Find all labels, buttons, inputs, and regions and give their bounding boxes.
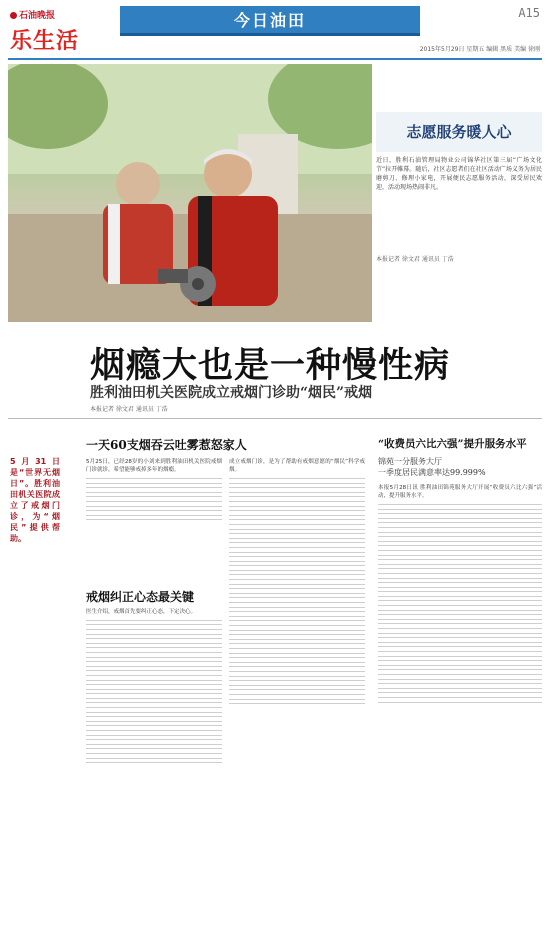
text-line [229, 634, 365, 635]
section2-title: 戒烟纠正心态最关键 [86, 590, 195, 604]
text-line [86, 730, 222, 731]
text-line [229, 501, 365, 502]
text-line [229, 524, 365, 525]
text-line [229, 639, 365, 640]
text-line [378, 674, 542, 675]
column2-text [229, 458, 365, 932]
text-line [378, 596, 542, 597]
text-line [229, 671, 365, 672]
text-line [86, 739, 222, 740]
article-headline: 烟瘾大也是一种慢性病 [90, 345, 451, 386]
text-line [378, 665, 542, 666]
text-line [378, 637, 542, 638]
text-line [229, 584, 365, 585]
newspaper-brand [10, 8, 55, 21]
text-line [229, 607, 365, 608]
text-line [378, 527, 542, 528]
text-line [229, 533, 365, 534]
text-line [86, 478, 222, 479]
text-line [86, 652, 222, 653]
text-line [229, 556, 365, 557]
text-line [229, 552, 365, 553]
text-line [378, 679, 542, 680]
text-line [86, 680, 222, 681]
text-line [378, 610, 542, 611]
text-line [378, 669, 542, 670]
text-line [378, 564, 542, 565]
text-line [86, 735, 222, 736]
text-line [86, 744, 222, 745]
text-line [229, 496, 365, 497]
text-line [378, 509, 542, 510]
text-line [229, 657, 365, 658]
text-line [86, 515, 222, 516]
text-line [378, 656, 542, 657]
text-line [378, 697, 542, 698]
text-line [229, 515, 365, 516]
text-line [229, 694, 365, 695]
text-line [378, 591, 542, 592]
text-line [229, 483, 365, 484]
text-line [229, 542, 365, 543]
text-line [229, 593, 365, 594]
text-line [229, 529, 365, 530]
text-line [229, 492, 365, 493]
text-line [86, 762, 222, 763]
text-line [229, 643, 365, 644]
text-line [378, 550, 542, 551]
text-line [229, 565, 365, 566]
text-line [86, 684, 222, 685]
text-line [229, 570, 365, 571]
text-line [229, 662, 365, 663]
brand-logo-icon [10, 12, 17, 19]
sidebar-box-heading: 志愿服务暖人心 [376, 112, 542, 152]
text-line [378, 600, 542, 601]
text-line [378, 522, 542, 523]
section1-text [86, 458, 222, 578]
text-line [378, 688, 542, 689]
text-line [229, 616, 365, 617]
sidebar-box-body: 近日，胜利石油管理局物业公司锦华社区第三届“广场文化节”拉开帷幕。随后，社区志愿者们在社区活动广场义务为居民磨剪刀、修理小家电，开展便民志愿服务活动，深受居民欢迎，活动现场热闹非凡。 [376, 157, 542, 191]
text-line [229, 478, 365, 479]
text-line [86, 693, 222, 694]
text-line [86, 675, 222, 676]
text-line [229, 574, 365, 575]
column2-paragraph: 成立戒烟门诊，是为了帮助有戒烟意愿的“烟民”科学戒烟。 [229, 459, 365, 474]
text-line [86, 643, 222, 644]
text-line [378, 623, 542, 624]
text-line [229, 699, 365, 700]
text-line [378, 619, 542, 620]
text-line [378, 518, 542, 519]
text-line [229, 648, 365, 649]
text-line [378, 587, 542, 588]
side-article-subtitle-1: 锦苑一分服务大厅 [378, 457, 442, 466]
text-line [86, 647, 222, 648]
text-line [229, 620, 365, 621]
text-line [229, 519, 365, 520]
masthead [0, 0, 550, 62]
side-article-paragraph: 本报5月28日讯 胜利油田锦苑服务大厅开展“收费员六比六强”活动，提升服务水平。 [378, 485, 542, 500]
text-line [229, 547, 365, 548]
text-line [229, 588, 365, 589]
text-line [378, 702, 542, 703]
text-line [229, 487, 365, 488]
text-line [229, 597, 365, 598]
sidebar-box-byline: 本报记者 徐文君 通讯员 丁浩 [376, 256, 454, 263]
text-line [229, 561, 365, 562]
text-line [86, 620, 222, 621]
text-line [86, 492, 222, 493]
text-line [378, 646, 542, 647]
text-line [86, 716, 222, 717]
text-line [86, 666, 222, 667]
text-line [229, 538, 365, 539]
text-line [378, 692, 542, 693]
text-line [378, 532, 542, 533]
text-line [378, 582, 542, 583]
text-line [378, 578, 542, 579]
text-line [86, 748, 222, 749]
text-line [86, 707, 222, 708]
text-line [86, 638, 222, 639]
text-line [229, 611, 365, 612]
photo-illustration [8, 64, 372, 322]
text-line [86, 689, 222, 690]
side-article-subtitle-2: 一季度居民满意率达99.999% [378, 468, 486, 477]
text-line [86, 670, 222, 671]
text-line [86, 758, 222, 759]
section-logo: 乐生活 [10, 28, 80, 54]
article-subhead: 胜利油田机关医院成立戒烟门诊助“烟民”戒烟 [90, 385, 373, 401]
text-line [86, 661, 222, 662]
text-line [86, 712, 222, 713]
issue-line: 2015年5月29日 星期五 编辑 黑质 美编 徐刚 [419, 46, 540, 53]
text-line [378, 683, 542, 684]
text-line [378, 545, 542, 546]
text-line [378, 555, 542, 556]
section1-paragraph: 5月25日，已经28岁的小刘来到胜利油田机关医院戒烟门诊就诊，希望能够戒掉多年的烟瘾。 [86, 459, 222, 474]
text-line [229, 689, 365, 690]
text-line [378, 633, 542, 634]
text-line [229, 703, 365, 704]
text-line [229, 579, 365, 580]
text-line [378, 660, 542, 661]
text-line [229, 630, 365, 631]
text-line [86, 487, 222, 488]
side-article-title: “收费员六比六强”提升服务水平 [378, 438, 527, 450]
volunteer-photo [8, 64, 372, 322]
text-line [378, 573, 542, 574]
text-line [378, 536, 542, 537]
text-line [229, 676, 365, 677]
text-line [86, 698, 222, 699]
text-line [378, 628, 542, 629]
article-byline: 本报记者 徐文君 通讯员 丁浩 [90, 406, 168, 413]
text-line [378, 513, 542, 514]
text-line [86, 506, 222, 507]
text-line [378, 541, 542, 542]
brand-name: 石油晚报 [19, 11, 56, 21]
header-divider [8, 58, 542, 60]
left-column-lead: 5月31日是“世界无烟日”。胜利油田机关医院成立了戒烟门诊，为“烟民”提供帮助。 [10, 457, 60, 543]
page-number: A15 [518, 6, 540, 20]
text-line [86, 483, 222, 484]
text-line [229, 510, 365, 511]
text-line [86, 657, 222, 658]
text-line [86, 519, 222, 520]
text-line [86, 634, 222, 635]
text-line [86, 496, 222, 497]
text-line [229, 685, 365, 686]
text-line [86, 624, 222, 625]
headline-divider [8, 418, 542, 419]
text-line [86, 725, 222, 726]
section2-text [86, 608, 222, 928]
text-line [378, 504, 542, 505]
text-line [378, 605, 542, 606]
text-line [229, 666, 365, 667]
section1-title: 一天60支烟吞云吐雾惹怒家人 [86, 438, 247, 452]
text-line [378, 559, 542, 560]
text-line [86, 721, 222, 722]
text-line [86, 702, 222, 703]
text-line [229, 602, 365, 603]
text-line [86, 501, 222, 502]
text-line [229, 625, 365, 626]
text-line [229, 680, 365, 681]
text-line [229, 653, 365, 654]
text-line [378, 568, 542, 569]
text-line [378, 651, 542, 652]
text-line [86, 753, 222, 754]
text-line [378, 642, 542, 643]
text-line [229, 506, 365, 507]
text-line [378, 614, 542, 615]
text-line [86, 510, 222, 511]
section2-paragraph: 医生介绍，戒烟首先要纠正心态，下定决心。 [86, 609, 197, 615]
text-line [86, 629, 222, 630]
side-article-text [378, 484, 542, 928]
page-title-banner: 今日油田 [120, 6, 420, 36]
